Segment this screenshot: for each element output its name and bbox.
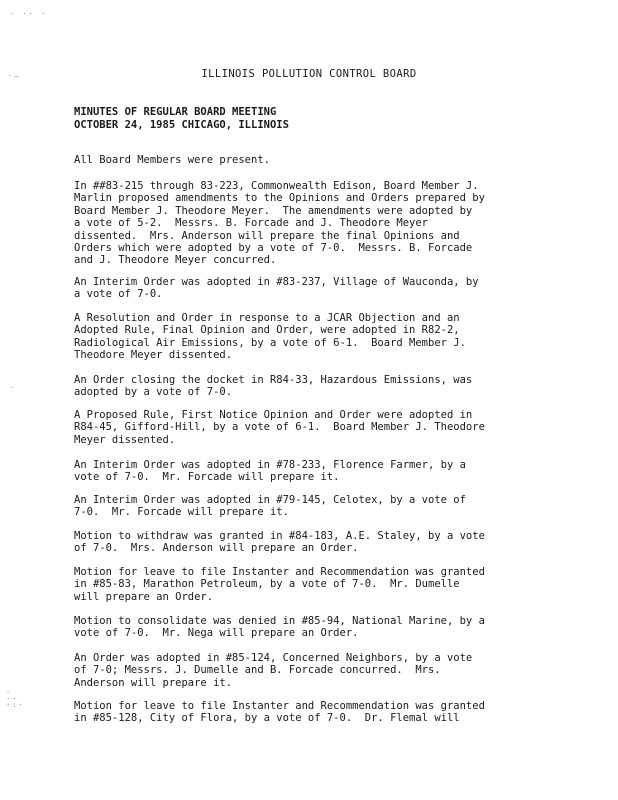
paragraph: An Order was adopted in #85-124, Concerned Neighbors, by a vote of 7-0; Messrs. J. Dumelle and B. Forcade concurred. Mrs. Anderson will prepare it.	[74, 652, 473, 689]
paragraph: An Order closing the docket in R84-33, Hazardous Emissions, was adopted by a vote of 7-0.	[74, 374, 473, 399]
paragraph: Motion for leave to file Instanter and Recommendation was granted in #85-128, City of Flora, by a vote of 7-0. Dr. Flemal will	[74, 700, 485, 725]
paragraph: Motion to consolidate was denied in #85-94, National Marine, by a vote of 7-0. Mr. Nega will prepare an Order.	[74, 615, 485, 640]
paragraph: In ##83-215 through 83-223, Commonwealth Edison, Board Member J. Marlin proposed amendments to the Opinions and Orders prepared by Board Member J. Theodore Meyer. The amendments were adopted by a vote of 5-2. Messrs. B. Forcade and J. Theodore Meyer dissented. Mrs. Anderson will prepare the final Opinions and Orders which were adopted by a vote of 7-0. Messrs. B. Forcade and J. Theodore Meyer concurred.	[74, 180, 485, 267]
minutes-title: MINUTES OF REGULAR BOARD MEETING	[74, 106, 277, 118]
board-heading: ILLINOIS POLLUTION CONTROL BOARD	[201, 68, 417, 80]
paragraph: A Resolution and Order in response to a JCAR Objection and an Adopted Rule, Final Opinion and Order, were adopted in R82-2, Radiological Air Emissions, by a vote of 6-1. Board Member J. Theodore Meyer dissented.	[74, 312, 466, 362]
paragraph: Motion to withdraw was granted in #84-183, A.E. Staley, by a vote of 7-0. Mrs. Anderson will prepare an Order.	[74, 530, 485, 555]
scan-mark: · ·· ·:·	[6, 689, 25, 709]
paragraph: An Interim Order was adopted in #79-145, Celotex, by a vote of 7-0. Mr. Forcade will prepare it.	[74, 494, 466, 519]
paragraph: An Interim Order was adopted in #78-233, Florence Farmer, by a vote of 7-0. Mr. Forcade will prepare it.	[74, 459, 466, 484]
meeting-date: OCTOBER 24, 1985 CHICAGO, ILLINOIS	[74, 119, 289, 131]
minutes-title-block	[74, 106, 289, 132]
scan-mark: ·	[10, 384, 17, 392]
paragraph: A Proposed Rule, First Notice Opinion and Order were adopted in R84-45, Gifford-Hill, by a vote of 6-1. Board Member J. Theodore Meyer dissented.	[74, 409, 485, 446]
scan-mark: ·–	[8, 72, 21, 80]
scan-mark: · ·· ·	[10, 10, 48, 18]
paragraph: Motion for leave to file Instanter and Recommendation was granted in #85-83, Marathon Petroleum, by a vote of 7-0. Mr. Dumelle will prepare an Order.	[74, 566, 485, 603]
paragraph: An Interim Order was adopted in #83-237, Village of Wauconda, by a vote of 7-0.	[74, 276, 479, 301]
paragraph: All Board Members were present.	[74, 154, 270, 166]
